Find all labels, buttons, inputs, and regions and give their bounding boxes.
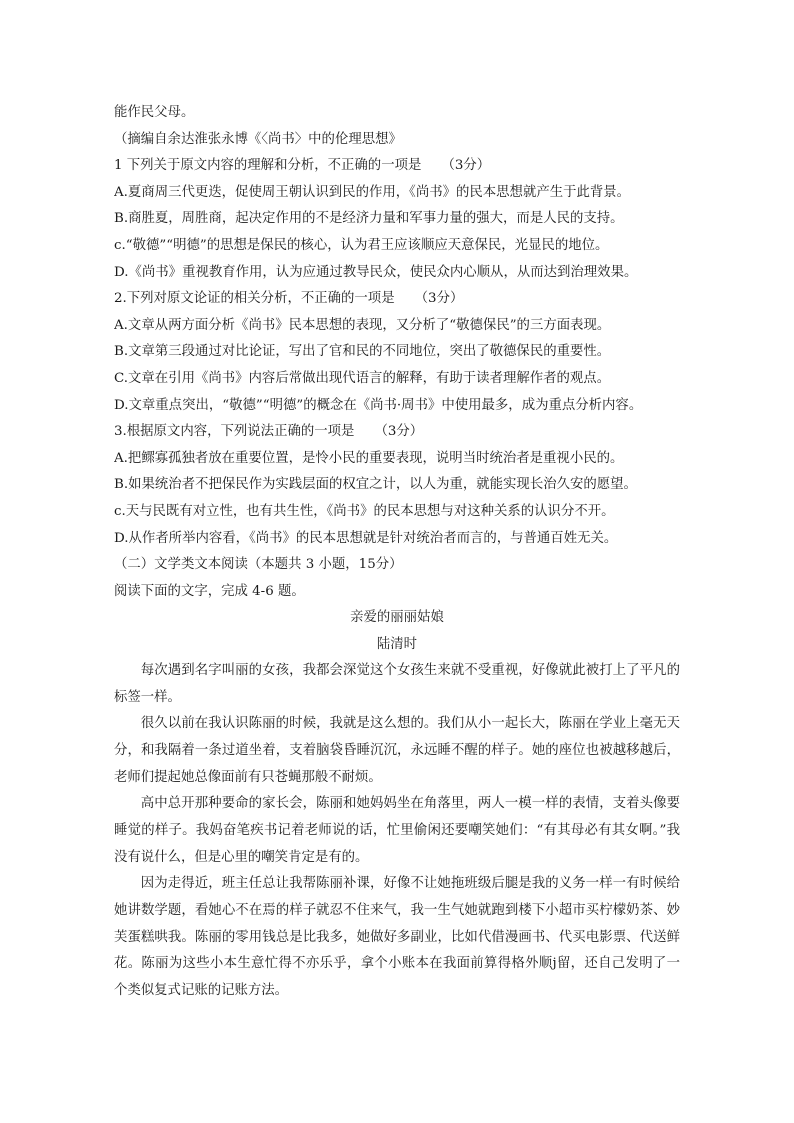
question-2: 2.下列对原文论证的相关分析，不正确的一项是 （3分） [114, 291, 464, 307]
reading-instruction: 阅读下面的文字，完成 4-6 题。 [114, 583, 305, 599]
document-page [114, 100, 680, 1004]
q2-option-c: C.文章在引用《尚书》内容后常做出现代语言的解释，有助于读者理解作者的观点。 [114, 370, 611, 386]
story-paragraph: 很久以前在我认识陈丽的时候，我就是这么想的。我们从小一起长大，陈丽在学业上毫无天分，和我隔着一条过道坐着，支着脑袋昏睡沉沉，永远睡不醒的样子。她的座位也被越移越后，老师们提起她总像面前有只苍蝇那般不耐烦。 [114, 716, 680, 785]
section-heading: （二）文学类文本阅读（本题共 3 小题，15分） [114, 557, 403, 573]
story-paragraph: 每次遇到名字叫丽的女孩，我都会深觉这个女孩生来就不受重视，好像就此被打上了平凡的标签一样。 [114, 663, 680, 706]
q3-option-a: A.把鳏寡孤独者放在重要位置，是怜小民的重要表现，说明当时统治者是重视小民的。 [114, 450, 624, 466]
question-3: 3.根据原文内容，下列说法正确的一项是 （3分） [114, 424, 424, 440]
question-1: 1 下列关于原文内容的理解和分析，不正确的一项是 （3分） [114, 158, 491, 174]
q2-option-a: A.文章从两方面分析《尚书》民本思想的表现，又分析了“敬德保民”的三方面表现。 [114, 317, 611, 333]
story-paragraph: 因为走得近，班主任总让我帮陈丽补课，好像不让她拖班级后腿是我的义务一样一有时候给她讲数学题，看她心不在焉的样子就忍不住来气，我一生气她就跑到楼下小超市买柠檬奶茶、妙芙蛋糕哄我。陈丽的零用钱总是比我多，她做好多副业，比如代借漫画书、代买电影票、代送鲜花。陈丽为这些小本生意忙得不亦乐乎，拿个小账本在我面前算得格外顺j留，还自己发明了一个类似复式记账的记账方法。 [114, 876, 680, 998]
q1-option-c: c.“敬德”“明德”的思想是保民的核心，认为君王应该顺应天意保民，光显民的地位。 [114, 237, 609, 253]
q3-option-c: c.天与民既有对立性，也有共生性，《尚书》的民本思想与对这种关系的认识分不开。 [114, 503, 615, 519]
q1-option-b: B.商胜夏，周胜商，起决定作用的不是经济力量和军事力量的强大，而是人民的支持。 [114, 211, 624, 227]
q1-option-a: A.夏商周三代更迭，促使周王朝认识到民的作用，《尚书》的民本思想就产生于此背景。 [114, 184, 631, 200]
q3-option-b: B.如果统治者不把保民作为实践层面的权宜之计，以人为重，就能实现长治久安的愿望。 [114, 477, 637, 493]
q2-option-b: B.文章第三段通过对比论证，写出了官和民的不同地位，突出了敬德保民的重要性。 [114, 344, 611, 360]
story-author: 陆清时 [376, 636, 418, 652]
q1-option-d: D.《尚书》重视教育作用，认为应通过教导民众，使民众内心顺从，从而达到治理效果。 [114, 264, 638, 280]
story-title: 亲爱的丽丽姑娘 [350, 610, 444, 626]
q3-option-d: D.从作者所举内容看，《尚书》的民本思想就是针对统治者而言的，与普通百姓无关。 [114, 530, 618, 546]
text-line: 能作民父母。 [114, 105, 195, 120]
story-paragraph: 高中总开那种要命的家长会，陈丽和她妈妈坐在角落里，两人一模一样的表情，支着头像要睡觉的样子。我妈奋笔疾书记着老师说的话，忙里偷闲还要嘲笑她们：“有其母必有其女啊。”我没有说什么，但是心里的嘲笑肯定是有的。 [114, 796, 680, 865]
source-citation: （摘编自余达淮张永博《〈尚书〉中的伦理思想》 [114, 131, 402, 147]
q2-option-d: D.文章重点突出，“敬德”“明德”的概念在《尚书·周书》中使用最多，成为重点分析内容。 [114, 397, 643, 413]
